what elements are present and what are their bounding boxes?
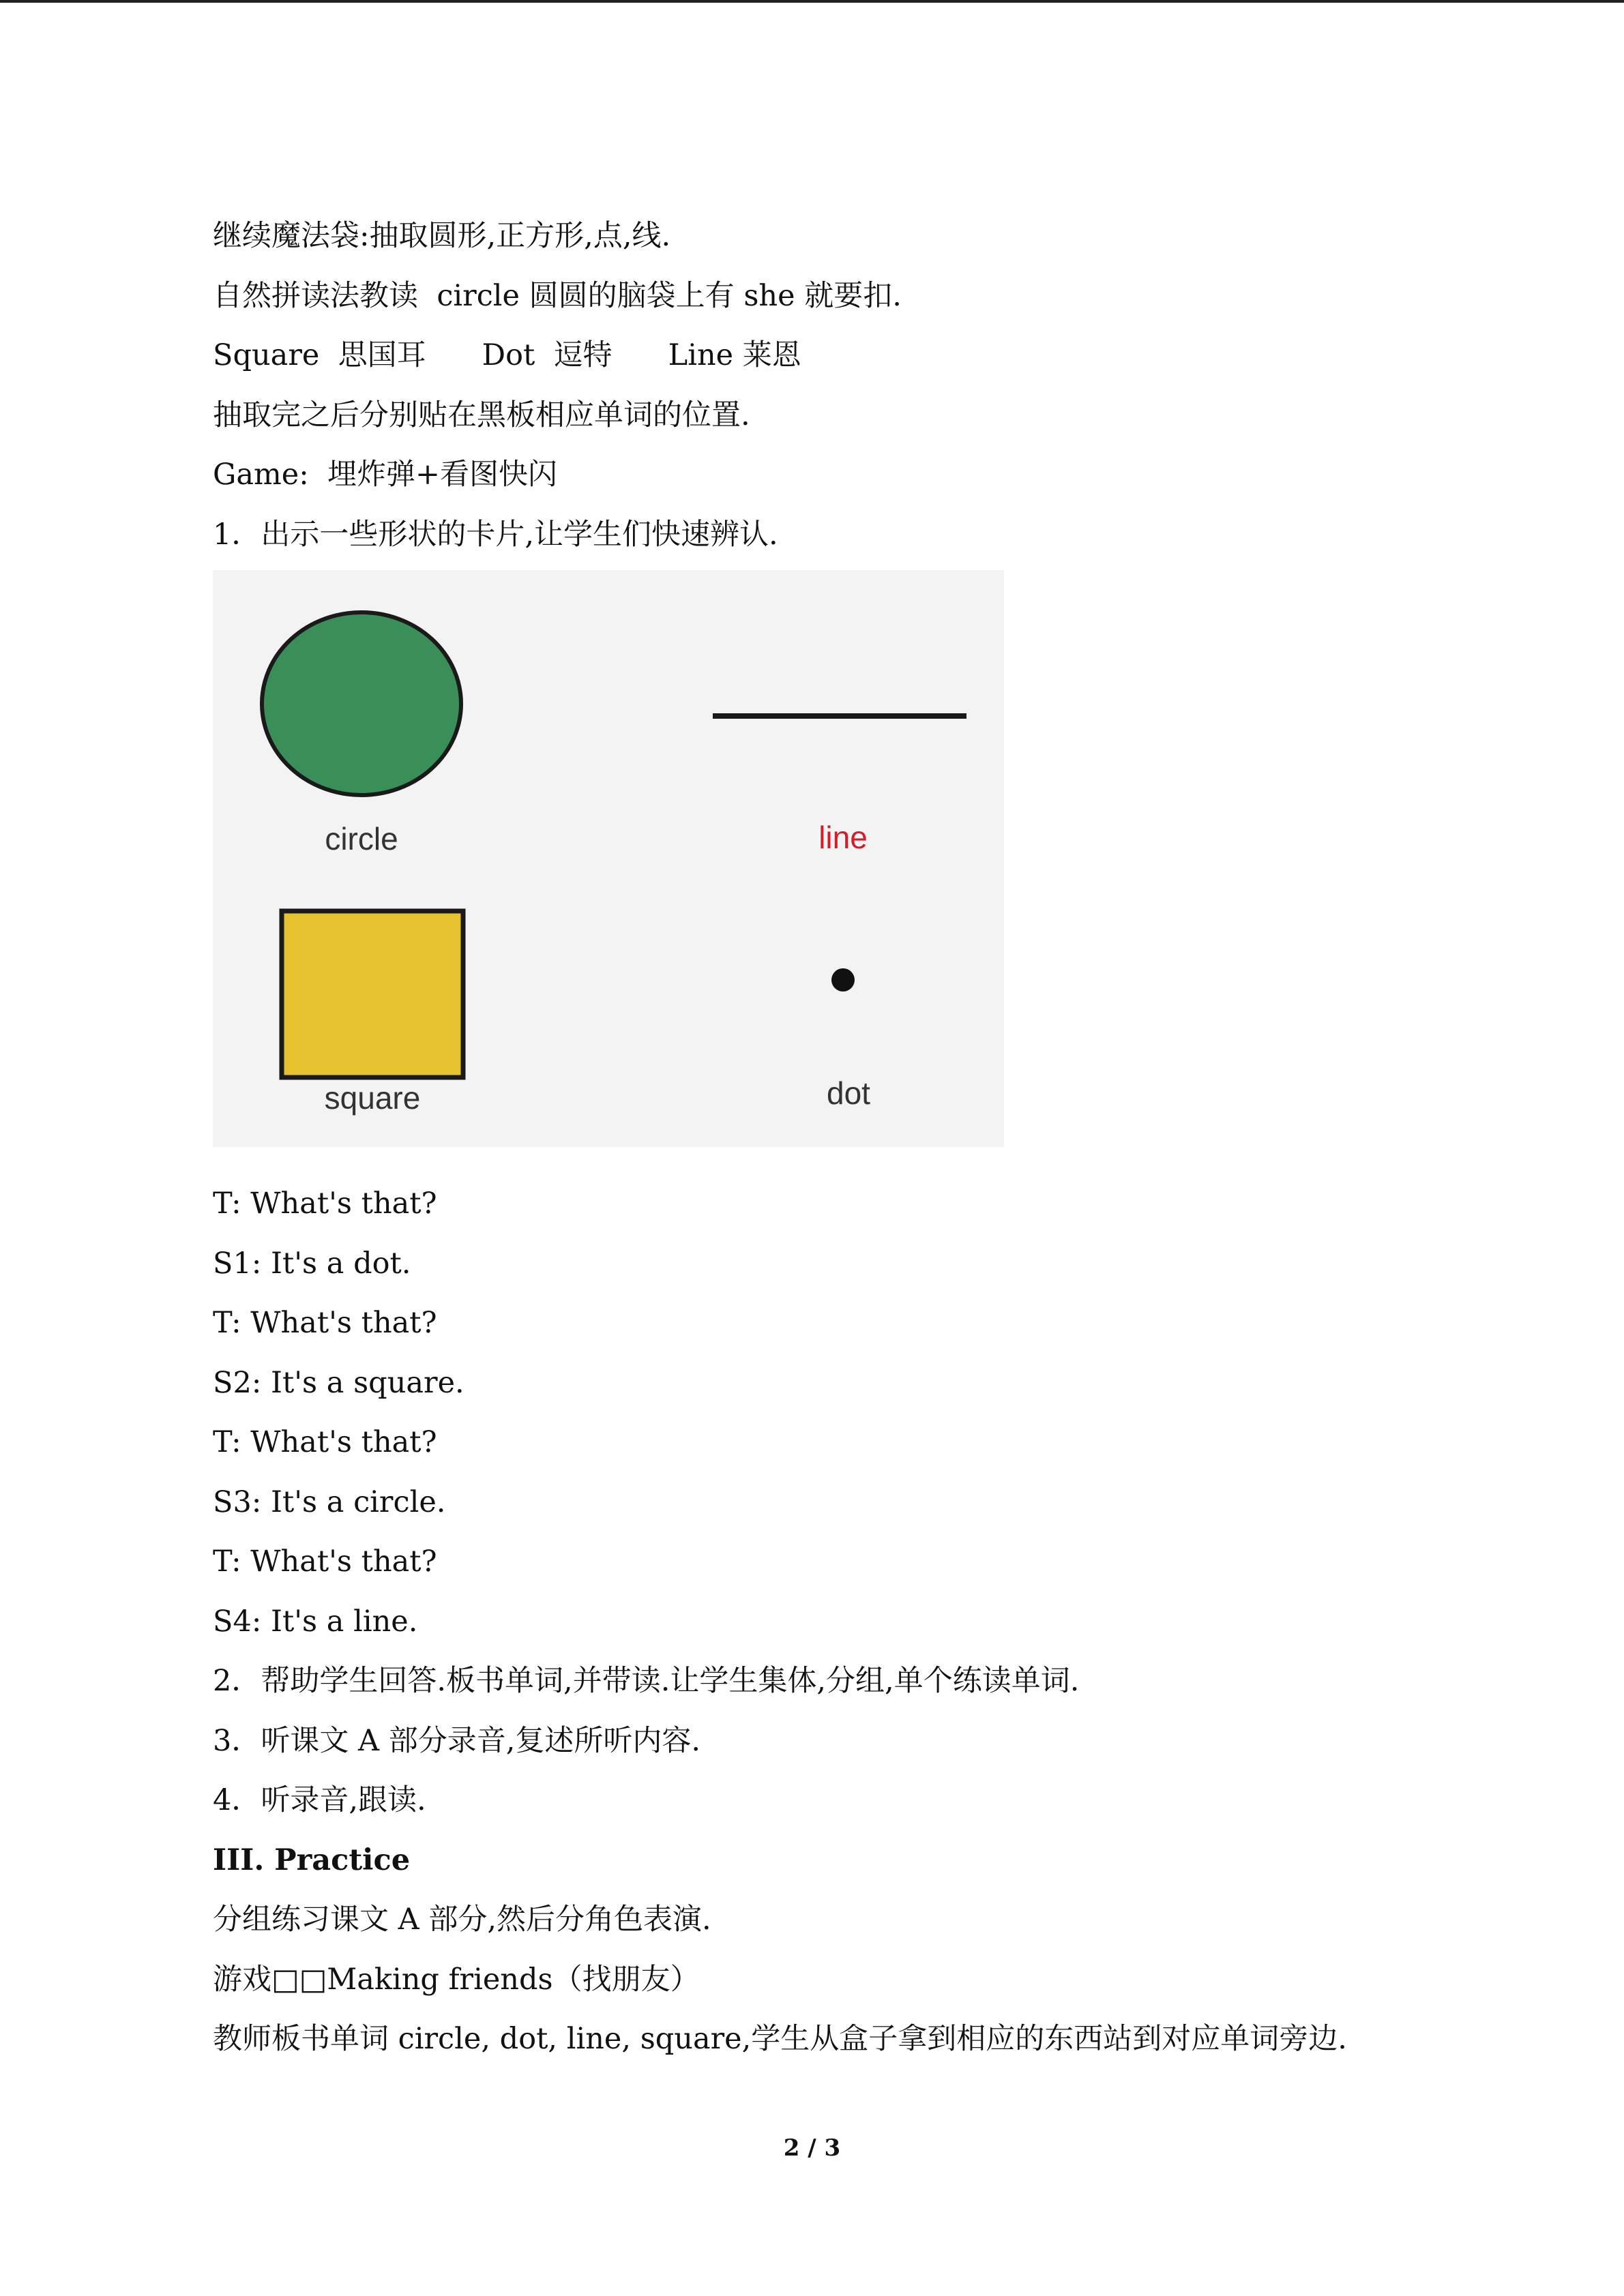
dialogue-line: T: What's that? <box>213 1187 437 1221</box>
text-line-teacher-words: 教师板书单词 circle, dot, line, square,学生从盒子拿到相应的东西站到对应单词旁边. <box>213 2022 1347 2056</box>
page-top-border <box>0 0 1624 3</box>
text-line-step-4: 4．听录音,跟读. <box>213 1783 426 1817</box>
square-shape <box>282 911 463 1077</box>
circle-label: circle <box>325 821 398 856</box>
dialogue-line: T: What's that? <box>213 1425 437 1459</box>
page-number: 2 / 3 <box>783 2134 841 2162</box>
dialogue-line: S3: It's a circle. <box>213 1485 446 1519</box>
text-line-magic-bag: 继续魔法袋:抽取圆形,正方形,点,线. <box>213 219 671 253</box>
dot-shape <box>831 968 855 992</box>
text-line-step-2: 2．帮助学生回答.板书单词,并带读.让学生集体,分组,单个练读单词. <box>213 1664 1080 1698</box>
dialogue-line: S1: It's a dot. <box>213 1247 411 1281</box>
text-line-group-practice: 分组练习课文 A 部分,然后分角色表演. <box>213 1903 711 1937</box>
section-heading-practice: III. Practice <box>213 1843 411 1877</box>
circle-shape <box>262 612 461 795</box>
text-line-making-friends: 游戏□□Making friends（找朋友） <box>213 1963 700 1997</box>
shapes-illustration <box>213 570 1004 1147</box>
square-label: square <box>324 1080 421 1116</box>
dialogue-line: T: What's that? <box>213 1306 437 1340</box>
text-line-pronunciations: Square 思国耳 Dot 逗特 Line 莱恩 <box>213 338 801 372</box>
dialogue-line: S4: It's a line. <box>213 1605 418 1639</box>
line-label: line <box>818 820 868 855</box>
dot-label: dot <box>827 1075 870 1111</box>
dialogue-line: S2: It's a square. <box>213 1366 464 1400</box>
dialogue-line: T: What's that? <box>213 1545 437 1579</box>
text-line-phonics: 自然拼读法教读 circle 圆圆的脑袋上有 she 就要扣. <box>213 279 902 313</box>
text-line-step-3: 3．听课文 A 部分录音,复述所听内容. <box>213 1724 701 1758</box>
text-line-stick-cards: 抽取完之后分别贴在黑板相应单词的位置. <box>213 398 750 432</box>
text-line-game: Game: 埋炸弹+看图快闪 <box>213 458 558 492</box>
text-line-step-1: 1．出示一些形状的卡片,让学生们快速辨认. <box>213 518 778 552</box>
shapes-figure <box>213 570 1004 1147</box>
